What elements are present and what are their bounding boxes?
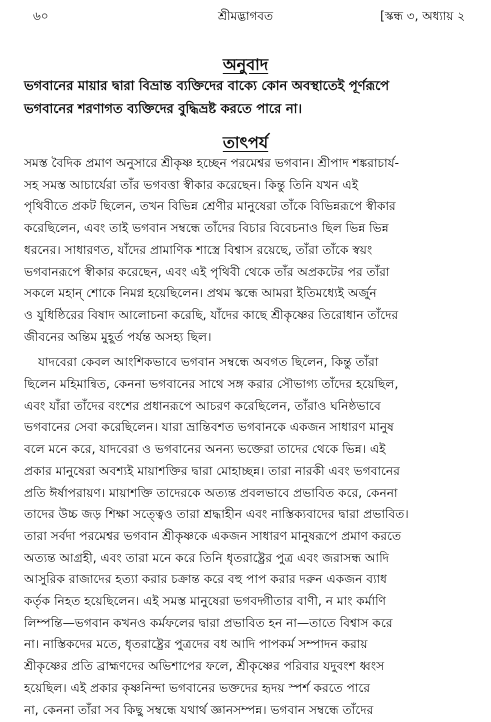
purport-heading (0, 130, 491, 157)
purport-line: বলে মনে করে, যাদবেরা ও ভগবানের অনন্য ভক্তেরা তাদের থেকে ভিন্ন। এই (24, 442, 386, 457)
purport-line: ধরনের। সাধারণত, যাঁদের প্রামাণিক শাস্ত্রে বিশ্বাস রয়েছে, তাঁরা তাঁকে স্বয়ং (24, 242, 373, 257)
purport-line: অত্যন্ত আগ্রহী, এবং তারা মনে করে তিনি ধৃতরাষ্ট্রের পুত্র এবং জরাসন্ধ আদি (24, 550, 390, 565)
purport-line: তারা সর্বদা পরমেশ্বর ভগবান শ্রীকৃষ্ণকে একজন সাধারণ মানুষরূপে প্রমাণ করতে (24, 528, 402, 543)
purport-line: তাদের উচ্চ জড় শিক্ষা সত্ত্বেও তারা শ্রদ্ধাহীন এবং নাস্তিক্যবাদের দ্বারা প্রভাবিত। (24, 507, 409, 522)
purport-line: না, কেননা তাঁরা সব কিছু সম্বন্ধে যথার্থ জ্ঞানসম্পন্ন। ভগবান সম্বন্ধে তাঁদের (24, 702, 374, 717)
purport-line: ভগবানের সেবা করেছিলেন। যারা ভ্রান্তিবশত ভগবানকে একজন সাধারণ মানুষ (24, 420, 394, 435)
purport-line: ও যুধিষ্ঠিরের বিষাদ আলোচনা করেছি, যাঁদের কাছে শ্রীকৃষ্ণের তিরোধান তাঁদের (24, 307, 399, 322)
purport-line: যাদবেরা কেবল আংশিকভাবে ভগবান সম্বন্ধে অবগত ছিলেন, কিন্তু তাঁরা (38, 355, 379, 370)
purport-line: সমস্ত বৈদিক প্রমাণ অনুসারে শ্রীকৃষ্ণ হচ্ছেন পরমেশ্বর ভগবান। শ্রীপাদ শঙ্করাচার্য- (24, 156, 400, 170)
purport-line: না। নাস্তিকদের মতে, ধৃতরাষ্ট্রের পুত্রদের বধ আদি পাপকর্ম সম্পাদন করায় (24, 637, 368, 652)
chapter-reference: [স্কন্ধ ৩, অধ্যায় ২ (380, 9, 465, 23)
purport-line: পৃথিবীতে প্রকট ছিলেন, তখন বিভিন্ন শ্রেণীর মানুষেরা তাঁকে বিভিন্নরূপে স্বীকার (24, 199, 396, 214)
purport-line: লিম্পন্তি—ভগবান কখনও কর্মফলের দ্বারা প্রভাবিত হন না—তাতে বিশ্বাস করে (24, 615, 393, 630)
purport-line: আসুরিক রাজাদের হত্যা করার চক্রান্ত করে বহু পাপ করার দরুন একজন ব্যাধ (24, 572, 387, 587)
purport-line: জীবনের অন্তিম মুহূর্ত পর্যন্ত অসহ্য ছিল। (24, 329, 212, 344)
purport-line: ছিলেন মহিমান্বিত, কেননা ভগবানের সাথে সঙ্গ করার সৌভাগ্য তাঁদের হয়েছিল, (24, 377, 399, 391)
purport-line: শ্রীকৃষ্ণের প্রতি ব্রাহ্মণদের অভিশাপের ফলে, শ্রীকৃষ্ণের পরিবার যদুবংশ ধ্বংস (24, 659, 385, 674)
purport-line: এবং যাঁরা তাঁদের বংশের প্রধানরূপে আচরণ করেছিলেন, তাঁরাও ঘনিষ্ঠভাবে (24, 398, 381, 413)
translation-heading (0, 52, 491, 79)
purport-line: প্রকার মানুষেরা অবশ্যই মায়াশক্তির দ্বারা মোহাচ্ছন্ন। তারা নারকী এবং ভগবানের (24, 463, 400, 478)
purport-line: সহ সমস্ত আচার্যেরা তাঁর ভগবত্তা স্বীকার করেছেন। কিন্তু তিনি যখন এই (24, 177, 359, 192)
purport-line: হয়েছিল। এই প্রকার কৃষ্ণনিন্দা ভগবানের ভক্তদের হৃদয় স্পর্শ করতে পারে (24, 680, 371, 695)
purport-line: কর্তৃক নিহত হয়েছিলেন। এই সমস্ত মানুষেরা ভগবদ্গীতার বাণী, ন মাং কর্মাণি (24, 594, 386, 608)
translation-line: ভগবানের শরণাগত ব্যক্তিদের বুদ্ধিভ্রষ্ট করতে পারে না। (24, 102, 303, 117)
purport-heading-text: তাৎপর্য (222, 133, 269, 152)
purport-line: করেছিলেন, এবং তাই ভগবান সম্বন্ধে তাঁদের বিচার বিবেচনাও ছিল ভিন্ন ভিন্ন (24, 221, 389, 236)
translation-heading-text: অনুবাদ (222, 55, 269, 74)
translation-line: ভগবানের মায়ার দ্বারা বিভ্রান্ত ব্যক্তিদের বাক্যে কোন অবস্থাতেই পূর্ণরূপে (24, 79, 390, 94)
purport-line: সকলে মহান্ শোকে নিমগ্ন হয়েছিলেন। প্রথম স্কন্ধে আমরা ইতিমধ্যেই অর্জুন (24, 286, 377, 301)
purport-line: ভগবানরূপে স্বীকার করেছেন, এবং এই পৃথিবী থেকে তাঁর অপ্রকটের পর তাঁরা (24, 264, 390, 279)
page-number: ৬০ (33, 9, 49, 23)
running-title: শ্রীমদ্ভাগবত (217, 9, 273, 23)
purport-line: প্রতি ঈর্ষাপরায়ণ। মায়াশক্তি তাদেরকে অত্যন্ত প্রবলভাবে প্রভাবিত করে, কেননা (24, 485, 398, 500)
